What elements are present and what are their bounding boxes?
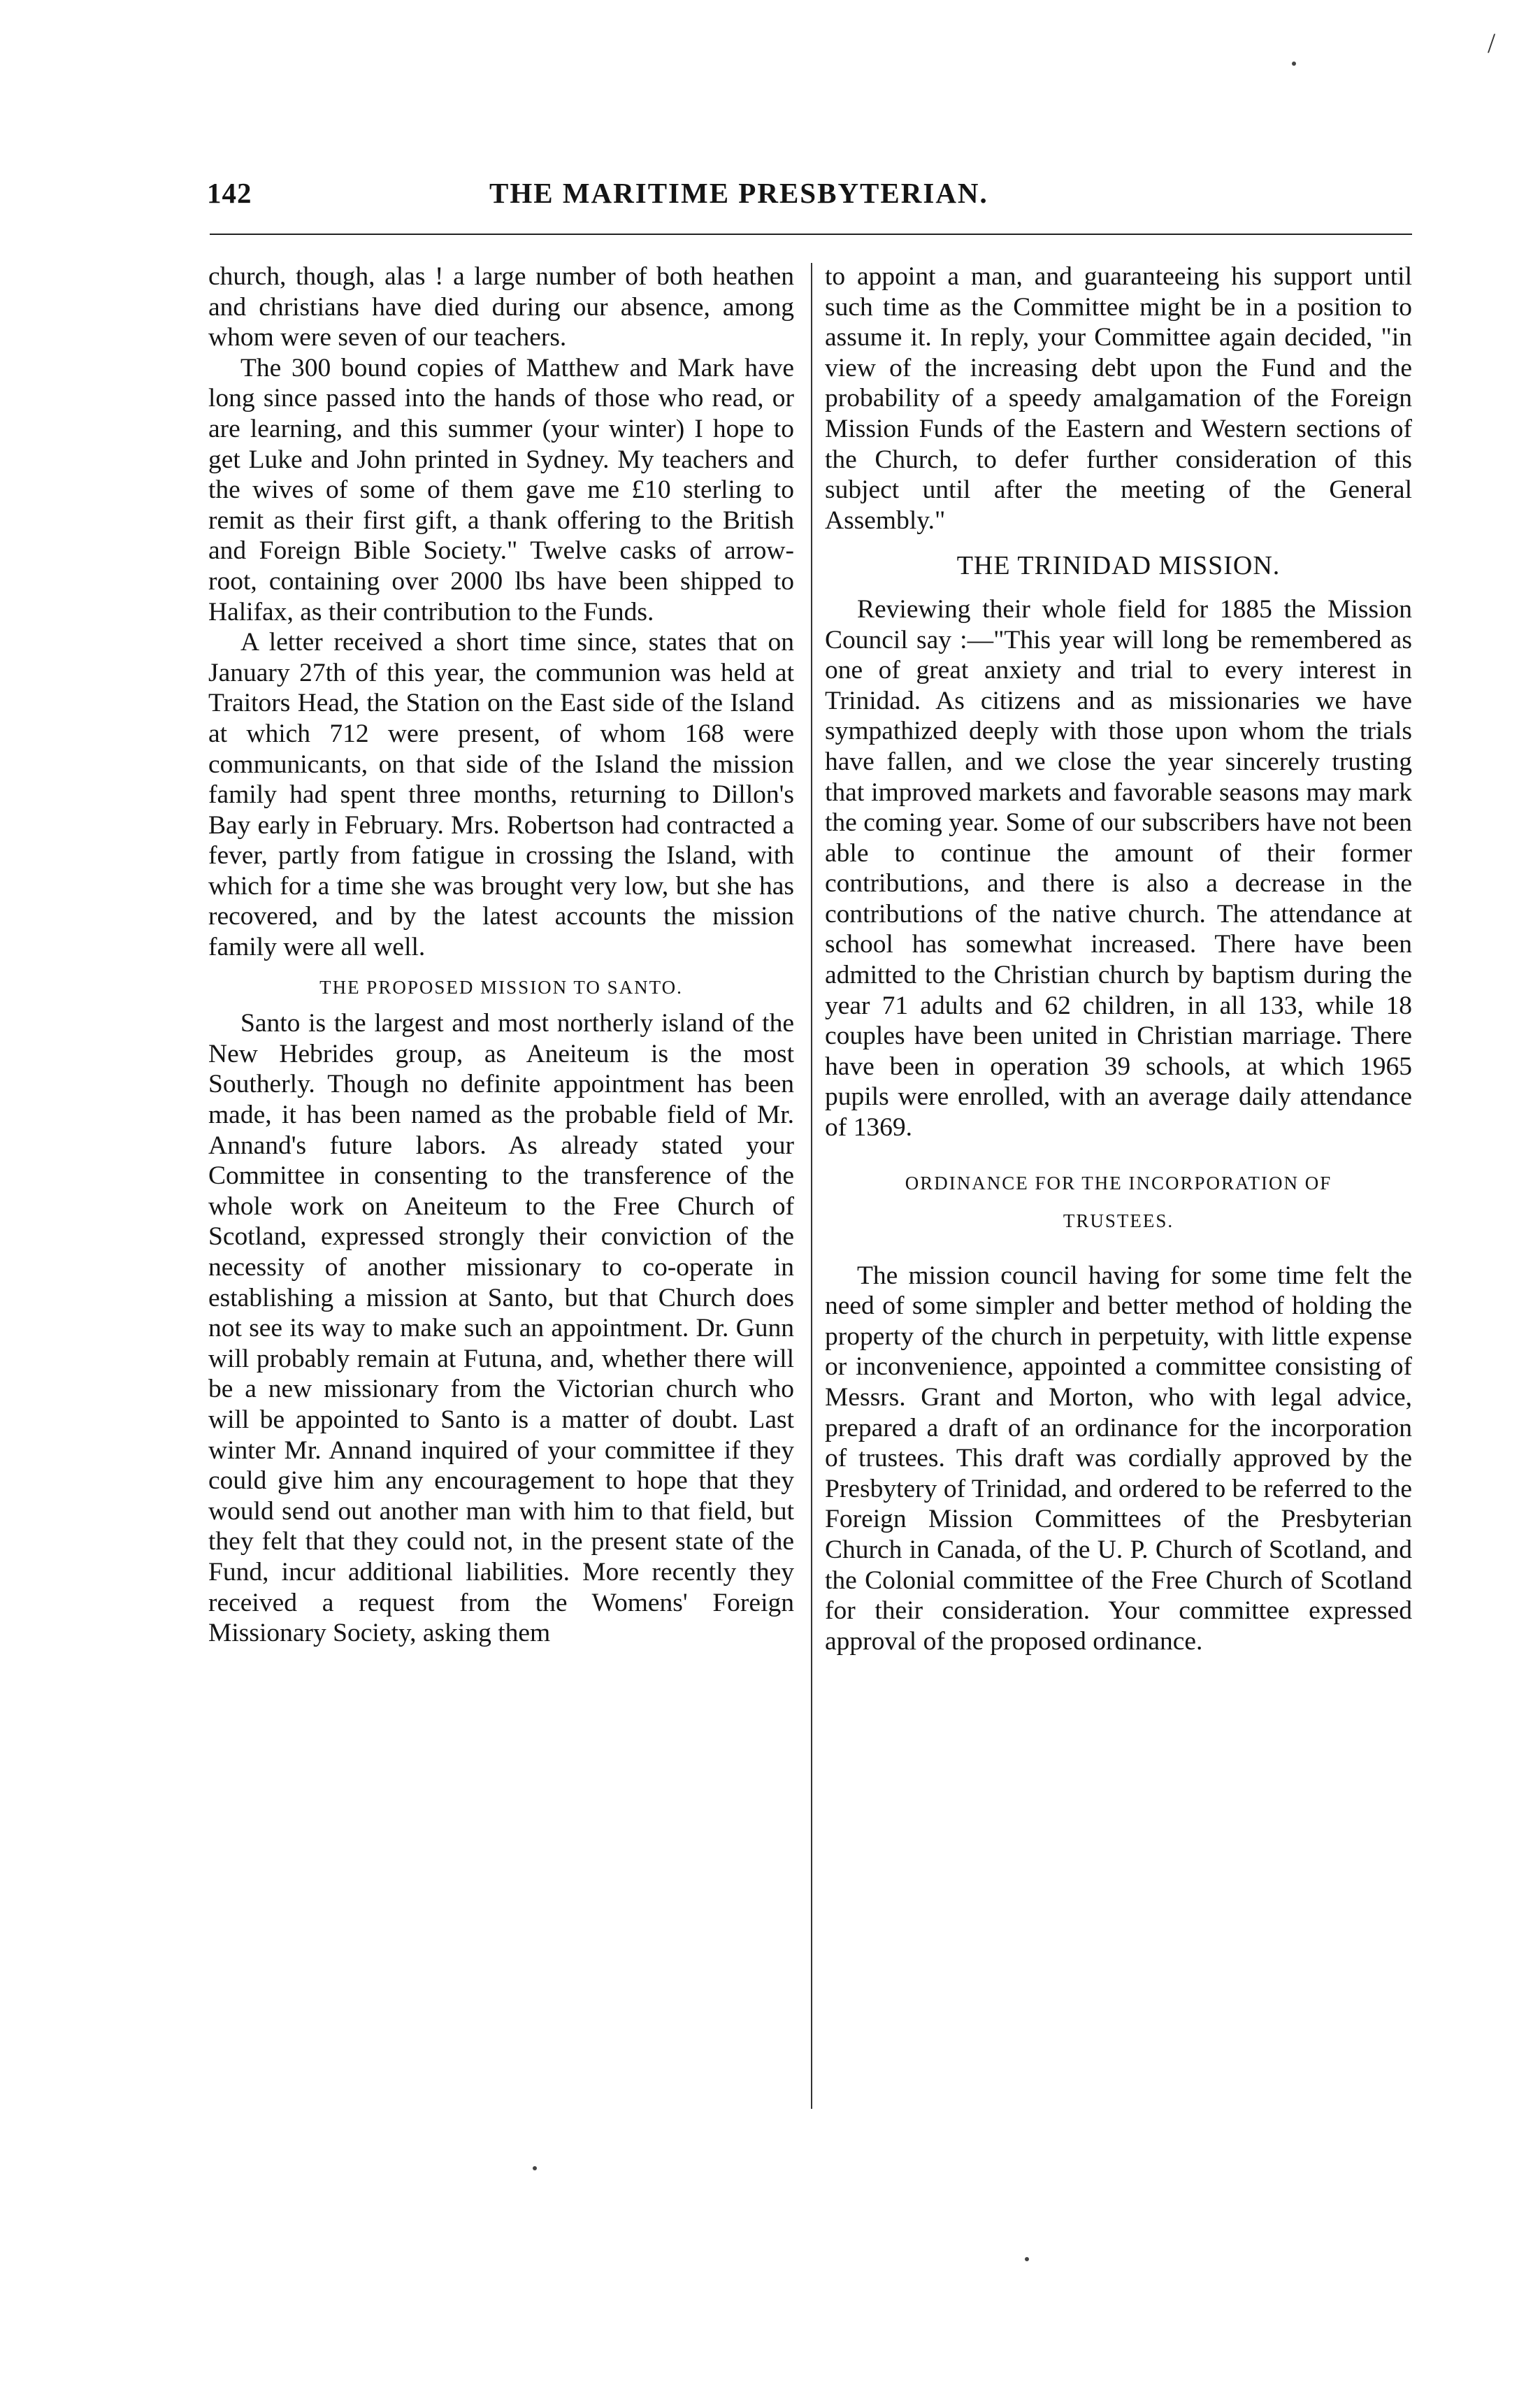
paragraph: The mission council having for some time felt the need of some simpler and better method of holding the property of the church in perpetuity, with little expense or inconvenience, appointed a committee consisting of Messrs. Grant and Morton, who with legal advice, prepared a draft of an ordinance for the incorporation of trustees. This draft was cordially approved by the Presbytery of Trinidad, and ordered to be referred to the Foreign Mission Committees of the Presbyterian Church in Canada, of the U. P. Church of Scotland, and the Colonial committee of the Free Church of Scotland for their consideration. Your committee expressed approval of the proposed ordinance. <box>825 1261 1412 1656</box>
running-title: THE MARITIME PRESBYTERIAN. <box>489 177 988 209</box>
right-column <box>825 262 1412 1656</box>
column-divider <box>811 263 812 2109</box>
speck-mark <box>1025 2257 1029 2261</box>
paragraph: A letter received a short time since, states that on January 27th of this year, the communion was held at Traitors Head, the Station on the East side of the Island at which 712 were present, of whom 168 were communicants, on that side of the Island the mission family had spent three months, returning to Dillon's Bay early in February. Mrs. Robertson had contracted a fever, partly from fatigue in crossing the Island, with which for a time she was brought very low, but she has recovered, and by the latest accounts the mission family were all well. <box>208 628 794 962</box>
margin-stroke-mark: / <box>1488 27 1496 59</box>
paragraph: Santo is the largest and most northerly island of the New Hebrides group, as Aneiteum is the most Southerly. Though no definite appointment has been made, it has been named as the probable field of Mr. Annand's future labors. As already stated your Committee in consenting to the transference of the whole work on Aneiteum to the Free Church of Scotland, expressed strongly their conviction of the necessity of another missionary to co-operate in establishing a mission at Santo, but that Church does not see its way to make such an appointment. Dr. Gunn will probably remain at Futuna, and, whether there will be a new missionary from the Victorian church who will be appointed to Santo is a matter of doubt. Last winter Mr. Annand inquired of your committee if they could give him any encouragement to hope that they would send out another man with him to that field, but they felt that they could not, in the present state of the Fund, incur additional liabilities. More recently they received a request from the Womens' Foreign Missionary Society, asking them <box>208 1009 794 1648</box>
left-column <box>208 262 794 1649</box>
section-heading-trinidad: THE TRINIDAD MISSION. <box>956 551 1281 581</box>
paragraph: The 300 bound copies of Matthew and Mark have long since passed into the hands of those who read, or are learning, and this summer (your winter) I hope to get Luke and John printed in Sydney. My teachers and the wives of some of them gave me £10 sterling to remit as their first gift, a thank offering to the British and Foreign Bible Society." Twelve casks of arrow-root, containing over 2000 lbs have been shipped to Halifax, as their contribution to the Funds. <box>208 353 794 626</box>
section-heading-ordinance <box>825 1164 1412 1240</box>
section-heading-santo: THE PROPOSED MISSION TO SANTO. <box>319 976 683 998</box>
heading-line: ORDINANCE FOR THE INCORPORATION OF <box>905 1172 1332 1194</box>
speck-mark <box>1292 62 1296 66</box>
speck-mark <box>533 2166 537 2170</box>
paragraph: Reviewing their whole field for 1885 the Mission Council say :—"This year will long be remembered as one of great anxiety and trial to every interest in Trinidad. As citizens and as missionaries we have sympathized deeply with those upon whom the trials have fallen, and we close the year sincerely trusting that improved markets and favorable seasons may mark the coming year. Some of our subscribers have not been able to continue the amount of their former contributions, and there is also a decrease in the contributions of the native church. The attendance at school has somewhat increased. There have been admitted to the Christian church by baptism during the year 71 adults and 62 children, in all 133, while 18 couples have been united in Christian marriage. There have been in operation 39 schools, at which 1965 pupils were enrolled, with an average daily attendance of 1369. <box>825 594 1412 1143</box>
header-rule <box>210 234 1412 235</box>
heading-line: TRUSTEES. <box>1063 1210 1174 1231</box>
paragraph: to appoint a man, and guaranteeing his support until such time as the Committee might be in a position to assume it. In reply, your Committee again decided, "in view of the increasing debt upon the Fund and the probability of a speedy amalgamation of the Foreign Mission Funds of the Eastern and Western sections of the Church, to defer further consideration of this subject until after the meeting of the General Assembly." <box>825 262 1412 535</box>
page-number: 142 <box>207 177 252 209</box>
paragraph: church, though, alas ! a large number of both heathen and christians have died during our absence, among whom were seven of our teachers. <box>208 262 794 352</box>
